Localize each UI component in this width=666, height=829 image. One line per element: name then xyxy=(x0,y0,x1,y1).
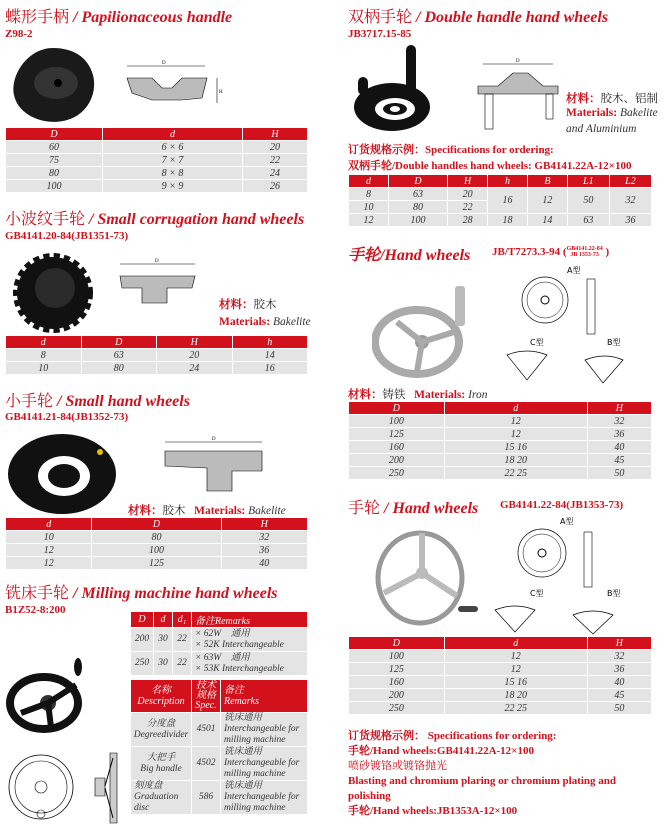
table-row xyxy=(131,652,307,676)
cell: 10 xyxy=(6,531,91,544)
ordering-example: 双柄手轮/Double handles hand wheels: GB4141.22A-12×100 xyxy=(348,160,632,172)
cell: 60 xyxy=(6,141,102,154)
cn: 大把手 xyxy=(146,752,176,763)
cell: 250 xyxy=(349,467,444,480)
double-handle-wheel-photo xyxy=(350,42,435,134)
value: 胶木 xyxy=(253,299,277,311)
iron-hand-wheel-photo xyxy=(372,282,472,382)
standard-code: GB4141.21-84(JB1352-73) xyxy=(5,411,129,423)
col-header: h xyxy=(233,336,308,349)
table-row xyxy=(131,781,307,815)
cell: 45 xyxy=(588,454,651,467)
cell: 22 25 xyxy=(445,467,587,480)
cell: 160 xyxy=(349,676,444,689)
col-header: B xyxy=(528,175,567,188)
cell: 7 × 7 xyxy=(103,154,242,167)
cell xyxy=(192,652,307,676)
ordering-label xyxy=(348,143,554,158)
table-row xyxy=(349,428,651,441)
finish-en: Blasting and chromium plaring or chromium plating and polishing xyxy=(348,775,617,802)
cell: 250 xyxy=(349,702,444,715)
cell: 125 xyxy=(349,428,444,441)
title-cn: 铣床手轮 xyxy=(5,585,70,602)
materials-cn xyxy=(219,296,277,312)
value: Bakelite xyxy=(272,316,311,328)
milling-parts-table xyxy=(130,680,308,815)
table-row xyxy=(349,676,651,689)
col-header-spec xyxy=(192,680,220,713)
cell: 40 xyxy=(588,441,651,454)
en: Remarks xyxy=(224,696,259,707)
cn: 订货规格示例： xyxy=(348,144,425,156)
col-header: D xyxy=(349,637,444,650)
table-row xyxy=(6,362,307,375)
ordering-notes xyxy=(348,729,654,819)
en: Degreedivider xyxy=(133,729,189,740)
chrome-hand-wheel-diagram xyxy=(490,512,655,635)
table-row xyxy=(349,663,651,676)
cn: 刻度盘 xyxy=(134,781,163,791)
table-row xyxy=(6,531,307,544)
section-title-double-handle xyxy=(348,4,608,27)
cell: 12 xyxy=(6,544,91,557)
cell: 12 xyxy=(349,214,388,227)
table-row xyxy=(131,747,307,781)
cell: 18 20 xyxy=(445,454,587,467)
code: JB/T7273.3-94 ( xyxy=(492,246,567,258)
cell: 12 xyxy=(445,428,587,441)
type-b-label: B型 xyxy=(607,338,621,347)
cell: 14 xyxy=(528,214,567,227)
iron-hand-wheels-spec-table xyxy=(348,402,652,480)
cell: 200 xyxy=(349,454,444,467)
table-row xyxy=(349,467,651,480)
label: 材料： xyxy=(566,93,601,105)
cell: 125 xyxy=(349,663,444,676)
cell: 9 × 9 xyxy=(103,180,242,193)
small-corrugation-diagram xyxy=(117,258,207,314)
col-header: H xyxy=(222,518,307,531)
section-title-small-hand-wheels xyxy=(5,388,190,411)
label: 材料： xyxy=(219,299,254,311)
col-header: H xyxy=(157,336,232,349)
section-title-papilionaceous xyxy=(5,4,232,27)
double-handle-diagram xyxy=(468,58,563,138)
type-b-label: B型 xyxy=(607,589,621,598)
svg-text:D: D xyxy=(516,59,520,64)
title-cn: 小手轮 xyxy=(5,393,54,410)
header-row xyxy=(6,336,307,349)
label: 材料： xyxy=(348,389,383,401)
col-header: D xyxy=(389,175,447,188)
en: Big handle xyxy=(140,763,182,774)
col-header: H xyxy=(448,175,487,188)
table-row xyxy=(131,628,307,652)
remark: × 53K Interchangeable xyxy=(195,663,284,674)
standard-code: GB4141.22-84(JB1353-73) xyxy=(500,499,624,511)
type-a-label: A型 xyxy=(567,266,581,275)
col-header: d xyxy=(349,175,388,188)
cell: 32 xyxy=(588,650,651,663)
value: 铸铁 xyxy=(382,389,406,401)
cell: 63 xyxy=(568,214,609,227)
cell: 4502 xyxy=(192,747,220,781)
materials xyxy=(348,386,487,402)
title-en: / Small corrugation hand wheels xyxy=(89,211,305,228)
cell: 50 xyxy=(588,467,651,480)
en: Interchangeable for xyxy=(224,758,300,768)
cell: 160 xyxy=(349,441,444,454)
cell: 200 xyxy=(131,628,153,652)
cell: 22 xyxy=(173,628,191,652)
cell: 40 xyxy=(588,676,651,689)
col-header: d₁ xyxy=(173,612,191,628)
label: Materials: xyxy=(414,389,466,401)
cell: 8 xyxy=(349,188,388,201)
value: Bakelite xyxy=(248,505,286,517)
svg-text:D: D xyxy=(212,437,216,442)
cell: 18 20 xyxy=(445,689,587,702)
cell: 100 xyxy=(92,544,220,557)
cell xyxy=(221,713,307,747)
cell: 12 xyxy=(528,188,567,214)
standard-code xyxy=(492,246,609,258)
cell: 12 xyxy=(445,663,587,676)
table-row xyxy=(349,689,651,702)
cell: 30 xyxy=(154,652,172,676)
col-header: d xyxy=(6,336,81,349)
col-header: H xyxy=(588,637,651,650)
iron-hand-wheel-diagram xyxy=(505,265,655,385)
cell: 50 xyxy=(588,702,651,715)
header-row xyxy=(349,402,651,415)
milling-hand-wheel-photo xyxy=(6,655,86,735)
svg-text:D: D xyxy=(162,61,166,66)
small-corrugation-spec-table xyxy=(5,336,308,375)
materials-en-2 xyxy=(566,123,636,135)
cell: 12 xyxy=(6,557,91,570)
remark: × 62W 通用 xyxy=(195,628,250,639)
cn: 分度盘 xyxy=(146,718,176,729)
section-title-hand-wheels xyxy=(348,495,478,518)
cell: 100 xyxy=(349,650,444,663)
table-row xyxy=(6,349,307,362)
hand-wheels-spec-table xyxy=(348,637,652,715)
title-cn: 手轮 xyxy=(348,500,381,517)
table-row xyxy=(6,154,307,167)
cell: 100 xyxy=(389,214,447,227)
cell: 80 xyxy=(6,167,102,180)
cn: 技术 xyxy=(196,680,216,691)
en: Graduation disc xyxy=(134,792,179,813)
cell: 10 xyxy=(349,201,388,214)
table-row xyxy=(131,713,307,747)
col-header: L1 xyxy=(568,175,609,188)
cell: 4501 xyxy=(192,713,220,747)
title-en: / Double handle hand wheels xyxy=(416,9,609,26)
table-row xyxy=(349,441,651,454)
finish-cn: 喷砂镀铬或镀铬抛光 xyxy=(348,760,447,772)
col-header: h xyxy=(488,175,527,188)
header-row xyxy=(349,637,651,650)
cell xyxy=(221,781,307,815)
cell: 36 xyxy=(610,214,651,227)
table-row xyxy=(349,188,651,201)
code-sup: GB4141.22-84 xyxy=(566,246,603,253)
cell xyxy=(192,628,307,652)
cell xyxy=(131,713,191,747)
ordering-label xyxy=(348,729,654,744)
chrome-hand-wheel-photo xyxy=(372,528,482,628)
cell: 100 xyxy=(349,415,444,428)
cell: 36 xyxy=(588,428,651,441)
small-hand-wheel-diagram xyxy=(162,436,274,500)
small-corrugation-wheel-photo xyxy=(5,252,100,334)
table-row xyxy=(349,214,651,227)
en: milling machine xyxy=(224,735,286,745)
section-title-milling-machine xyxy=(5,580,278,603)
cell: 12 xyxy=(445,650,587,663)
cell: 75 xyxy=(6,154,102,167)
title-cn: 小波纹手轮 xyxy=(5,211,86,228)
cell: 14 xyxy=(233,349,308,362)
header-row xyxy=(6,128,307,141)
ordering-example-2: 手轮/Hand wheels:JB1353A-12×100 xyxy=(348,805,518,817)
cell: 586 xyxy=(192,781,220,815)
col-header: d xyxy=(6,518,91,531)
cell: 20 xyxy=(157,349,232,362)
title-en: / Small hand wheels xyxy=(57,393,190,410)
title-en: / Papilionaceous handle xyxy=(73,9,233,26)
cn: 备注 xyxy=(224,685,244,696)
col-header: d xyxy=(445,402,587,415)
section-title-small-corrugation xyxy=(5,206,304,229)
cell: 22 25 xyxy=(445,702,587,715)
value: 胶木 xyxy=(162,505,186,517)
title-cn: 蝶形手柄 xyxy=(5,9,70,26)
materials xyxy=(128,502,286,518)
section-title-hand-wheels-iron: 手轮/Hand wheels xyxy=(348,247,471,264)
type-c-label: C型 xyxy=(530,589,544,598)
table-row xyxy=(349,415,651,428)
en: Spec. xyxy=(195,700,217,711)
title-cn: 双柄手轮 xyxy=(348,9,413,26)
cn: 铣床通用 xyxy=(224,713,263,723)
label: Materials: xyxy=(219,316,271,328)
cn: 铣床通用 xyxy=(224,781,263,791)
svg-text:H: H xyxy=(219,90,223,95)
standard-code: JB3717.15-85 xyxy=(348,28,412,40)
cn: 铣床通用 xyxy=(224,747,263,757)
cell: 24 xyxy=(157,362,232,375)
cell: 6 × 6 xyxy=(103,141,242,154)
cell xyxy=(221,747,307,781)
col-header: D xyxy=(82,336,157,349)
cn: 订货规格示例： xyxy=(348,730,425,742)
table-row xyxy=(6,557,307,570)
milling-tables xyxy=(130,612,308,815)
milling-dimension-table xyxy=(130,612,308,676)
col-header-remarks xyxy=(221,680,307,713)
col-header: D xyxy=(92,518,220,531)
col-header: 备注Remarks xyxy=(192,612,307,628)
materials-en xyxy=(566,107,658,119)
cell: 200 xyxy=(349,689,444,702)
cell: 250 xyxy=(131,652,153,676)
cell: 28 xyxy=(448,214,487,227)
table-row xyxy=(349,454,651,467)
standard-code: B1Z52-8:200 xyxy=(5,604,66,616)
papilionaceous-spec-table xyxy=(5,128,308,193)
cell: 36 xyxy=(222,544,307,557)
cell: 26 xyxy=(243,180,307,193)
cell: 16 xyxy=(488,188,527,214)
value: 胶木、铝制 xyxy=(600,93,658,105)
cell: 32 xyxy=(610,188,651,214)
code-sup: JB 1353-73 xyxy=(570,252,599,259)
standard-code: Z98-2 xyxy=(5,28,33,40)
col-header: d xyxy=(445,637,587,650)
title-en: / Hand wheels xyxy=(384,500,479,517)
cell: 80 xyxy=(92,531,220,544)
cell: 80 xyxy=(389,201,447,214)
cell: 100 xyxy=(6,180,102,193)
table-row xyxy=(349,702,651,715)
value: Iron xyxy=(468,389,488,401)
en: Specifications for ordering: xyxy=(427,730,557,742)
cell: 8 × 8 xyxy=(103,167,242,180)
cell: 63 xyxy=(389,188,447,201)
cell: 30 xyxy=(154,628,172,652)
cell: 8 xyxy=(6,349,81,362)
cell: 50 xyxy=(568,188,609,214)
value: and Aluminium xyxy=(566,123,637,135)
type-a-label: A型 xyxy=(560,517,574,526)
remark: × 52K Interchangeable xyxy=(195,639,284,650)
en: Interchangeable for xyxy=(224,724,300,734)
cell xyxy=(131,747,191,781)
col-header: H xyxy=(588,402,651,415)
code: ) xyxy=(605,246,610,258)
type-c-label: C型 xyxy=(530,338,544,347)
cn: 规格 xyxy=(196,690,216,701)
cell: 15 16 xyxy=(445,676,587,689)
cell: 18 xyxy=(488,214,527,227)
cell: 36 xyxy=(588,663,651,676)
label: Materials: xyxy=(194,505,246,517)
cell: 24 xyxy=(243,167,307,180)
table-row xyxy=(6,544,307,557)
small-hand-wheels-spec-table xyxy=(5,518,308,570)
value: Bakelite xyxy=(619,107,658,119)
en: milling machine xyxy=(224,803,286,813)
cell: 125 xyxy=(92,557,220,570)
table-row xyxy=(6,141,307,154)
svg-text:D: D xyxy=(155,259,159,264)
cell: 12 xyxy=(445,415,587,428)
cell: 22 xyxy=(448,201,487,214)
cell: 32 xyxy=(222,531,307,544)
cell: 80 xyxy=(82,362,157,375)
header-row xyxy=(6,518,307,531)
col-header: D xyxy=(349,402,444,415)
remark: × 63W 通用 xyxy=(195,652,250,663)
table-row xyxy=(6,167,307,180)
en: Description xyxy=(137,696,185,707)
title-en: / Milling machine hand wheels xyxy=(73,585,278,602)
col-header: d xyxy=(103,128,242,141)
cell: 45 xyxy=(588,689,651,702)
cell: 22 xyxy=(173,652,191,676)
cell: 15 16 xyxy=(445,441,587,454)
materials-cn xyxy=(566,90,658,106)
standard-code: GB4141.20-84(JB1351-73) xyxy=(5,230,129,242)
cell: 20 xyxy=(448,188,487,201)
milling-hand-wheel-diagram xyxy=(5,748,125,826)
col-header: L2 xyxy=(610,175,651,188)
papilionaceous-diagram xyxy=(122,58,232,120)
materials-en xyxy=(219,316,311,328)
col-header: D xyxy=(131,612,153,628)
col-header: d xyxy=(154,612,172,628)
label: 材料： xyxy=(128,505,163,517)
cell: 10 xyxy=(6,362,81,375)
cell: 63 xyxy=(82,349,157,362)
ordering-example-1: 手轮/Hand wheels:GB4141.22A-12×100 xyxy=(348,745,534,757)
cell: 32 xyxy=(588,415,651,428)
col-header-description xyxy=(131,680,191,713)
cell: 16 xyxy=(233,362,308,375)
cn: 名称 xyxy=(151,685,171,696)
cell: 20 xyxy=(243,141,307,154)
col-header: D xyxy=(6,128,102,141)
papilionaceous-handle-photo xyxy=(8,45,98,125)
en: Specifications for ordering: xyxy=(425,144,554,156)
table-row xyxy=(6,180,307,193)
cell: 22 xyxy=(243,154,307,167)
col-header: H xyxy=(243,128,307,141)
small-hand-wheel-photo xyxy=(6,432,118,516)
double-handle-spec-table xyxy=(348,175,652,227)
table-row xyxy=(349,650,651,663)
label: Materials: xyxy=(566,107,618,119)
en: Interchangeable for xyxy=(224,792,300,802)
cell: 40 xyxy=(222,557,307,570)
cell xyxy=(131,781,191,815)
en: milling machine xyxy=(224,769,286,779)
